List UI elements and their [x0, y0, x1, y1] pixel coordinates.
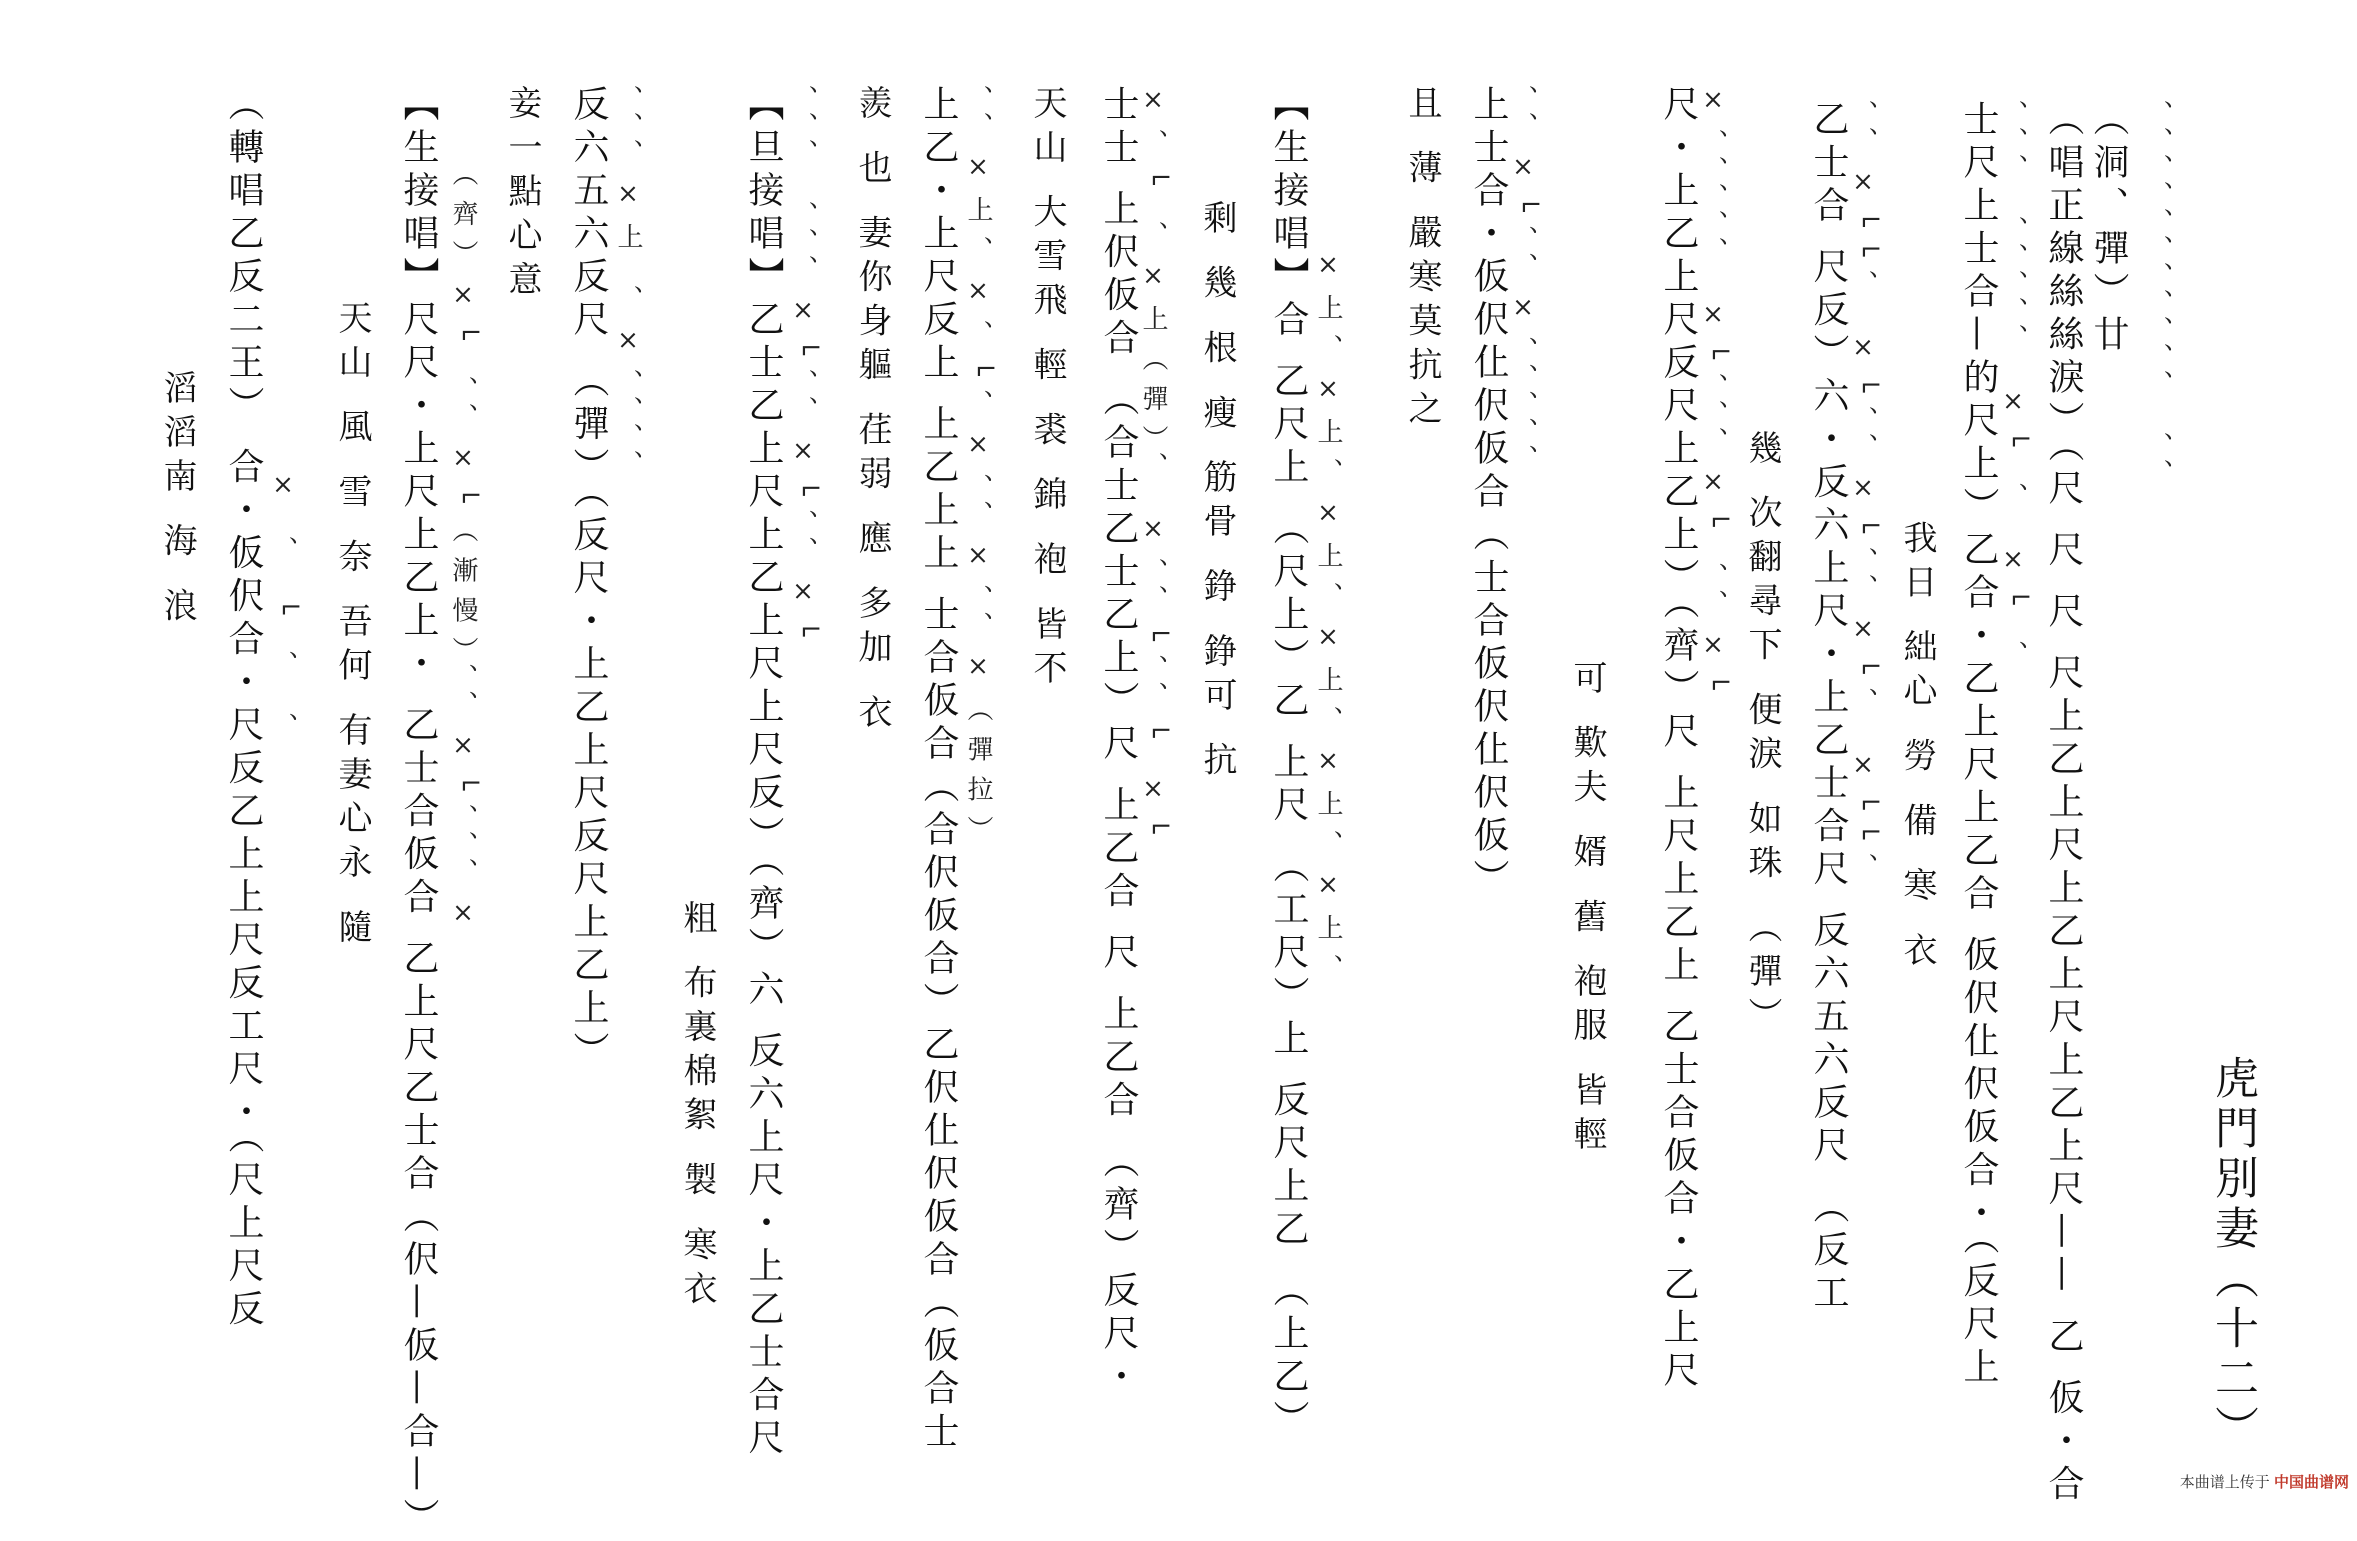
- lyric-column: 天山 大雪飛 輕 裘 錦 袍 皆不: [1027, 85, 1067, 694]
- lyric-column: 滔滔南 海 浪: [157, 370, 197, 632]
- notation-column: （唱正線絲絲淚）（尺 尺 尺 尺上乙上尺上乙上尺上乙上尺—— 乙 仮・合: [2043, 100, 2084, 1508]
- footer-brand: 中国曲谱网: [2273, 1474, 2349, 1491]
- footer-upload-text: 本曲谱上传于: [2179, 1474, 2270, 1491]
- lyric-column: 粗 布裏棉絮 製 寒衣: [677, 900, 717, 1315]
- notation-column: 士尺上士合—的尺上）乙合・乙上尺上乙合 仮伬仩伬仮合・（反尺上: [1958, 100, 1999, 1391]
- notation-column: （洞、彈）廿: [2088, 100, 2129, 358]
- ornament-column: 、、、 、、、、、 ×└ 、 ×└ 、: [1998, 100, 2028, 681]
- ornament-column: 、、×└、、×、、、、、: [1508, 85, 1538, 485]
- ornament-column: × 、 └ 、 、: [268, 470, 298, 753]
- notation-column: 上乙・上尺反上 上乙上上 士合仮合（合伬仮合）乙伬仩伬仮合（仮合士: [918, 85, 959, 1455]
- notation-column: 士士 上伬仮合 （合士乙士乙上）尺 上乙合 尺 上乙合 （齊）反尺・: [1098, 85, 1139, 1400]
- ornament-column: 、、、×上 、×、、、、: [613, 85, 643, 491]
- watermark-footer: [2180, 1471, 2349, 1492]
- lyric-column: 妾一點心意: [502, 85, 542, 305]
- lyric-column: 羨 也 妻你身軀 荏弱 應 多加 衣: [852, 85, 892, 738]
- ornament-column: 、、、 、、、×└、、×└、、×└: [788, 85, 818, 651]
- ornament-column: ×上、×上、×上、×上、×上、×上、: [1313, 250, 1343, 994]
- lyric-column: 且 薄 嚴寒莫抗之: [1402, 85, 1442, 435]
- lyric-column: 幾 次翻尋下 便淚 如珠 （彈）: [1742, 430, 1782, 1042]
- lyric-column: 可 歎夫 婿 舊 袍服 皆輕: [1567, 660, 1607, 1161]
- notation-column: 【生接唱】尺尺・上尺上乙上・ 乙士合仮合 乙上尺乙士合（伬—仮—合—）: [398, 85, 439, 1541]
- ornament-column: 、、、、、、、、、、、 、、: [2143, 100, 2173, 500]
- ornament-column: ×、└ 、×上（彈）、 ×、、└、、└ ×└: [1138, 85, 1168, 848]
- lyric-column: 我日 絀心 勞 備 寒 衣: [1897, 520, 1937, 977]
- notation-column: 反六五六反尺 （彈）（反尺・上乙上尺反尺上乙上）: [568, 85, 609, 1075]
- notation-column: 乙士合 尺反）六・反六上尺・上乙士合尺 反六五六反尺 （反工: [1808, 100, 1849, 1317]
- lyric-column: 剩 幾 根 瘦 筋骨 錚 錚可 抗: [1197, 200, 1237, 786]
- lyric-column: 天山 風 雪 奈 吾何 有妻心永 隨: [332, 300, 372, 953]
- page-title: 虎門別妻（十二）: [2207, 1055, 2258, 1455]
- ornament-column: ×、、、、、 ×└、、、×└ 、、×└: [1698, 85, 1728, 704]
- notation-column: 【旦接唱】乙士乙上尺上乙上尺上尺反）（齊）六 反六上尺・上乙士合尺: [743, 85, 784, 1462]
- ornament-column: 、、×└└、 ×└、、×└、、×└、 ×└└、: [1848, 100, 1878, 894]
- ornament-column: 、、×上、×、└、×、、×、、×（彈拉）: [963, 85, 993, 856]
- notation-column: （轉唱乙反二王） 合・仮伬合・尺反乙上上尺反工尺・（尺上尺反: [223, 85, 264, 1333]
- ornament-column: （齊）×└ 、、×└（漸慢）、、×└、、、×: [448, 160, 478, 943]
- notation-column: 上士合・仮伬仩伬仮合（士合仮伬仩伬仮）: [1468, 85, 1509, 902]
- notation-column: 尺・上乙上尺反尺上乙上）（齊）尺 上尺上乙上 乙士合仮合・乙上尺: [1658, 85, 1699, 1394]
- notation-column: 【生接唱】合 乙尺上 （尺上）乙 上尺 （工尺）上 反尺上乙 （上乙）: [1268, 85, 1309, 1443]
